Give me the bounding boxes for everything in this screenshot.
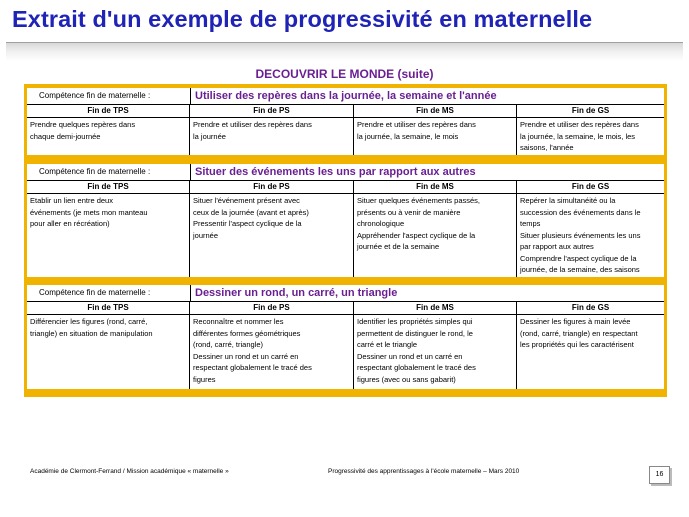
- section-reperes: [27, 88, 664, 155]
- cell-gs: Prendre et utiliser des repères dans la journée, la semaine, le mois, les saisons, l'année: [520, 120, 639, 152]
- competence-row: [27, 88, 664, 105]
- section-evenements: [27, 164, 664, 277]
- header-ms: Fin de MS: [354, 302, 517, 315]
- competence-row: [27, 164, 664, 181]
- header-gs: Fin de GS: [517, 105, 664, 118]
- competence-title: Situer des événements les uns par rapport aux autres: [195, 166, 476, 178]
- slide-title: Extrait d'un exemple de progressivité en maternelle: [12, 6, 593, 32]
- cell-ps: Reconnaître et nommer les différentes formes géométriques (rond, carré, triangle) Dessiner un rond et un carré en respectant globalement le tracé des figures: [190, 315, 354, 389]
- cell-ps: Prendre et utiliser des repères dans la journée: [190, 118, 354, 155]
- footer-document-title: Progressivité des apprentissages à l'école maternelle – Mars 2010: [328, 468, 520, 475]
- header-ms: Fin de MS: [354, 105, 517, 118]
- cell-gs: Repérer la simultanéité ou la succession des événements dans le temps Situer plusieurs événements les uns par rapport aux autres Comprendre l'aspect cyclique de la journée, de la semaine, des saisons: [520, 196, 641, 274]
- page-number: 16: [649, 466, 670, 484]
- section-subtitle: DECOUVRIR LE MONDE (suite): [255, 67, 434, 81]
- header-tps: Fin de TPS: [27, 181, 190, 194]
- cell-tps: Différencier les figures (rond, carré, triangle) en situation de manipulation: [27, 315, 190, 389]
- header-gs: Fin de GS: [517, 302, 664, 315]
- table-frame: [24, 84, 667, 397]
- competence-label: Compétence fin de maternelle :: [39, 167, 151, 176]
- cell-tps: Prendre quelques repères dans chaque demi-journée: [27, 118, 190, 155]
- competence-title: Utiliser des repères dans la journée, la semaine et l'année: [195, 90, 497, 102]
- competence-row: [27, 285, 664, 302]
- competence-title: Dessiner un rond, un carré, un triangle: [195, 287, 398, 299]
- title-underline-band: [6, 43, 683, 61]
- header-ps: Fin de PS: [190, 181, 354, 194]
- cell-ps: Situer l'événement présent avec ceux de la journée (avant et après) Pressentir l'aspect cyclique de la journée: [190, 194, 354, 277]
- cell-ms: Identifier les propriétés simples qui permettent de distinguer le rond, le carré et le triangle Dessiner un rond et un carré en respectant globalement le tracé des figures (avec ou sans gabarit): [354, 315, 517, 389]
- header-ms: Fin de MS: [354, 181, 517, 194]
- header-gs: Fin de GS: [517, 181, 664, 194]
- header-ps: Fin de PS: [190, 302, 354, 315]
- cell-tps: Etablir un lien entre deux événements (je mets mon manteau pour aller en récréation): [27, 194, 190, 277]
- cell-ms: Prendre et utiliser des repères dans la journée, la semaine, le mois: [354, 118, 517, 155]
- level-grid: [27, 302, 664, 389]
- footer-academy: Académie de Clermont-Ferrand / Mission académique « maternelle »: [30, 468, 229, 475]
- header-tps: Fin de TPS: [27, 302, 190, 315]
- cell-ms: Situer quelques événements passés, présents ou à venir de manière chronologique Appréhender l'aspect cyclique de la journée et de la semaine: [354, 194, 517, 277]
- level-grid: [27, 181, 664, 277]
- section-figures: [27, 285, 664, 389]
- header-tps: Fin de TPS: [27, 105, 190, 118]
- level-grid: [27, 105, 664, 155]
- cell-gs: Dessiner les figures à main levée (rond, carré, triangle) en respectant les propriétés qui les caractérisent: [520, 317, 638, 349]
- competence-label: Compétence fin de maternelle :: [39, 288, 151, 297]
- competence-label: Compétence fin de maternelle :: [39, 91, 151, 100]
- header-ps: Fin de PS: [190, 105, 354, 118]
